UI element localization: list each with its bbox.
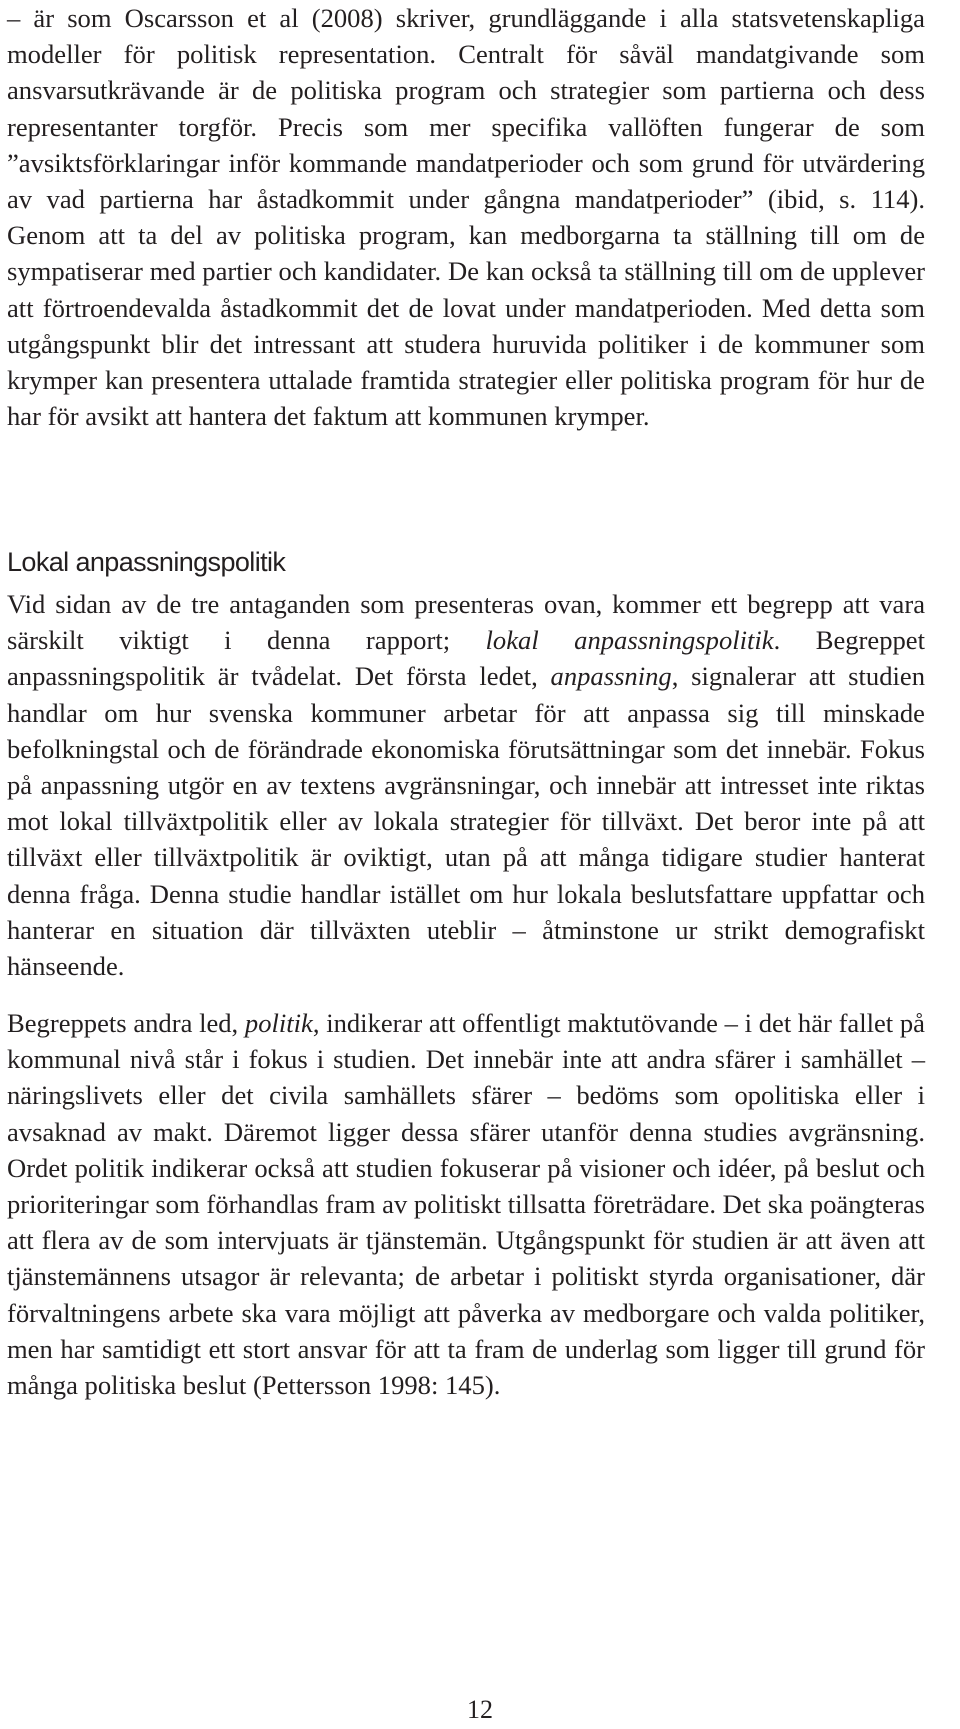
section-paragraph-1: [7, 586, 925, 984]
section-heading: Lokal anpassningspolitik: [7, 547, 286, 577]
emphasized-term: politik: [244, 1008, 313, 1038]
paragraph-text: , indikerar att offentligt maktutövande – i det här fallet på kommunal nivå står i fokus i studien. Det innebär inte att andra sfärer i samhället – näringslivets eller det civila samhällets sfärer – bedöms som opolitiska eller i avsaknad av makt. Däremot ligger dessa sfärer utanför denna studies avgränsning. Ordet politik indikerar också att studien fokuserar på visioner och idéer, på beslut och prioriteringar som förhandlas fram av politiskt tillsatta företrädare. Det ska poängteras att flera av de som intervjuats är tjänstemän. Utgångspunkt för studien är att även att tjänstemännens utsagor är relevanta; de arbetar i politiskt styrda organisationer, där förvaltningens arbete ska vara möjligt att påverka av medborgare och valda politiker, men har samtidigt ett stort ansvar för att ta fram de underlag som ligger till grund för många politiska beslut (Pettersson 1998: 145).: [7, 1008, 925, 1401]
intro-paragraph: [7, 0, 925, 434]
paragraph-text: , signalerar att studien handlar om hur svenska kommuner arbetar för att anpassa sig till minskade befolkningstal och de förändrade ekonomiska förutsättningar som det innebär. Fokus på anpassning utgör en av textens avgränsningar, och innebär att intresset inte riktas mot lokal tillväxtpolitik eller av lokala strategier för tillväxt. Det beror inte på att tillväxt eller tillväxtpolitik är oviktigt, utan på att många tidigare studier hanterat denna fråga. Denna studie handlar istället om hur lokala beslutsfattare uppfattar och hanterar en situation där tillväxten uteblir – åtminstone ur strikt demografiskt hänseende.: [7, 661, 925, 982]
emphasized-term: anpassning: [550, 661, 672, 692]
paragraph-text: Vid sidan av de tre antaganden som presenteras ovan, kommer ett begrepp att vara särskilt viktigt i denna rapport;: [7, 589, 925, 656]
page-number: 12: [467, 1695, 493, 1724]
paragraph-text: Begreppets andra led,: [7, 1008, 245, 1038]
emphasized-term: lokal anpassningspolitik: [485, 625, 774, 656]
paragraph-text: . Begreppet anpassningspolitik är tvådelat. Det första ledet,: [7, 625, 925, 692]
intro-text: – är som Oscarsson et al (2008) skriver, grundläggande i alla statsvetenskapliga modeller för politisk representation. Centralt för såväl mandatgivande som ansvarsutkrävande är de politiska program och strategier som partierna och dess representanter torgför. Precis som mer specifika vallöften fungerar de som ”avsiktsförklaringar inför kommande mandatperioder och som grund för utvärdering av vad partierna har åstadkommit under gångna mandatperioder” (ibid, s. 114). Genom att ta del av politiska program, kan medborgarna ta ställning till om de sympatiserar med partier och kandidater. De kan också ta ställning till om de upplever att förtroendevalda åstadkommit det de lovat under mandatperioden. Med detta som utgångspunkt blir det intressant att studera huruvida politiker i de kommuner som krymper kan presentera uttalade framtida strategier eller politiska program för hur de har för avsikt att hantera det faktum att kommunen krymper.: [7, 3, 925, 432]
section-paragraph-2: [7, 1005, 925, 1403]
